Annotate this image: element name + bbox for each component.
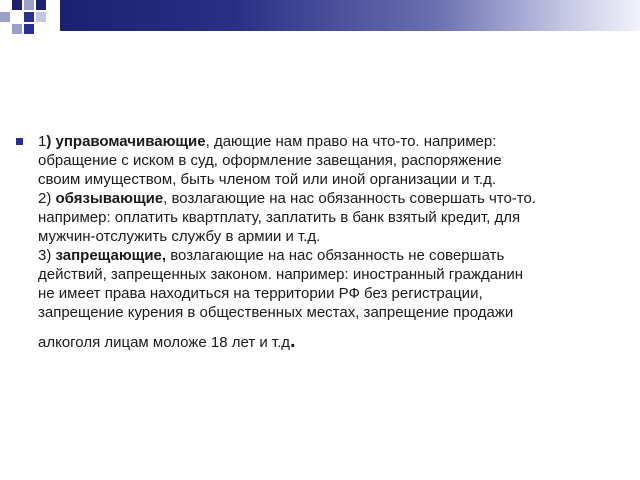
- item-1-line-3: своим имуществом, быть членом той или иной организации и т.д.: [38, 171, 497, 188]
- item-2-term: обязывающие: [55, 190, 164, 207]
- item-1-term: ) управомачивающие: [46, 133, 206, 150]
- deco-square: [24, 12, 34, 22]
- item-3-line-4: запрещение курения в общественных местах, запрещение продажи: [38, 304, 514, 321]
- deco-square: [0, 12, 10, 22]
- item-3-text: возлагающие на нас обязанность не совершать: [166, 247, 505, 264]
- item-1-text: , дающие нам право на что-то. например:: [205, 133, 497, 150]
- item-2-number: 2): [38, 190, 56, 207]
- line-gap: [38, 322, 618, 332]
- header-decoration-squares: [0, 0, 62, 40]
- header-gradient-bar: [60, 0, 640, 31]
- item-3-line-1: [38, 246, 618, 265]
- item-3-term: запрещающие,: [55, 247, 167, 264]
- item-3-line-5: [38, 332, 618, 352]
- item-3-line-3: не имеет права находиться на территории РФ без регистрации,: [38, 285, 483, 302]
- item-2-line-1: [38, 189, 618, 208]
- item-3-end-dot: .: [290, 330, 296, 352]
- deco-square: [12, 24, 22, 34]
- item-1-line-2: обращение с иском в суд, оформление завещания, распоряжение: [38, 152, 502, 169]
- slide-body: [38, 132, 618, 352]
- deco-square: [12, 0, 22, 10]
- square-bullet-icon: [16, 138, 23, 145]
- item-1-line-1: [38, 132, 618, 151]
- item-2-line-2: например: оплатить квартплату, заплатить в банк взятый кредит, для: [38, 209, 521, 226]
- item-2-line-3: мужчин-отслужить службу в армии и т.д.: [38, 228, 321, 245]
- item-3-line-2: действий, запрещенных законом. например: иностранный гражданин: [38, 266, 524, 283]
- deco-square: [36, 12, 46, 22]
- deco-square: [24, 0, 34, 10]
- deco-square: [24, 24, 34, 34]
- deco-square: [36, 0, 46, 10]
- item-2-text: , возлагающие на нас обязанность совершать что-то.: [163, 190, 537, 207]
- item-3-number: 3): [38, 247, 56, 264]
- item-3-line-5-text: алкоголя лицам моложе 18 лет и т.д: [38, 334, 291, 351]
- item-1-number: 1: [38, 133, 47, 150]
